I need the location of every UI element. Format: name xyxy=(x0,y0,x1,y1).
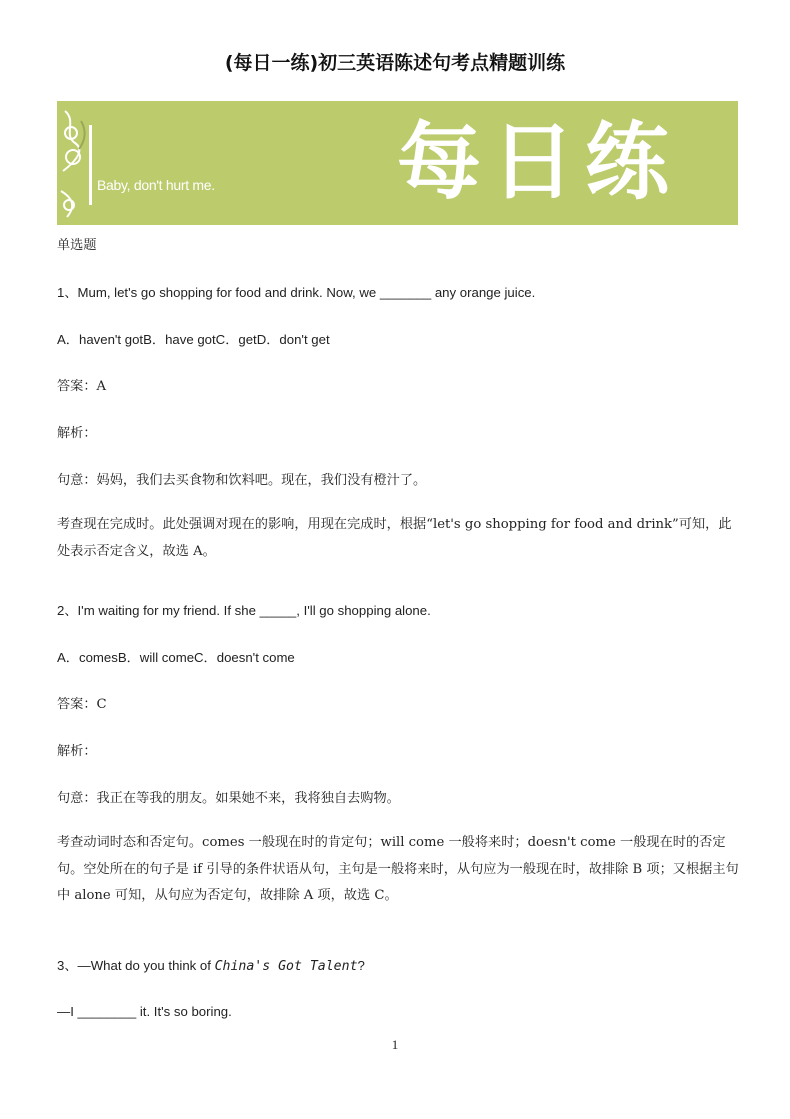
question-3-stem xyxy=(57,956,747,977)
question-2-answer: 答案：C xyxy=(57,697,107,712)
document-title: (每日一练)初三英语陈述句考点精题训练 xyxy=(224,52,566,74)
banner-heading: 每日练习 xyxy=(397,113,680,321)
question-3-show-title: China's Got Talent xyxy=(214,959,358,974)
question-2-meaning: 句意：我正在等我的朋友。如果她不来，我将独自去购物。 xyxy=(57,791,400,806)
question-2-analysis-label: 解析： xyxy=(57,744,97,759)
section-heading: 单选题 xyxy=(57,238,97,253)
question-3-stem-suffix: ? xyxy=(357,958,365,973)
question-2-stem: 2、I'm waiting for my friend. If she _____, I'll go shopping alone. xyxy=(57,603,431,618)
page-number: 1 xyxy=(391,1037,399,1052)
banner-slogan: Baby, don't hurt me. xyxy=(97,177,215,193)
question-1-analysis-label: 解析： xyxy=(57,426,97,441)
banner-divider xyxy=(89,125,92,205)
question-1-options: A．haven't gotB．have gotC．getD．don't get xyxy=(57,332,330,347)
question-3-reply: —I ________ it. It's so boring. xyxy=(57,1004,232,1019)
vine-decoration-icon xyxy=(57,101,117,225)
question-2-explanation: 考查动词时态和否定句。comes 一般现在时的肯定句；will come 一般将来时；doesn't come 一般现在时的否定句。空处所在的句子是 if 引导的条件状语从句，主句是一般将来时，从句应为一般现在时，故排除 B 项；又根据主句中 alone 可知，从句应为否定句，故排除 A 项，故选 C。 xyxy=(57,835,739,903)
question-1-explanation: 考查现在完成时。此处强调对现在的影响，用现在完成时，根据“let's go shopping for food and drink”可知，此处表示否定含义，故选 A。 xyxy=(57,517,732,559)
question-1-stem: 1、Mum, let's go shopping for food and drink. Now, we _______ any orange juice. xyxy=(57,285,536,300)
question-1-answer: 答案：A xyxy=(57,379,107,394)
question-2-options: A．comesB．will comeC．doesn't come xyxy=(57,650,295,665)
question-3-stem-prefix: 3、—What do you think of xyxy=(57,958,215,973)
question-1-meaning: 句意：妈妈，我们去买食物和饮料吧。现在，我们没有橙汁了。 xyxy=(57,473,427,488)
